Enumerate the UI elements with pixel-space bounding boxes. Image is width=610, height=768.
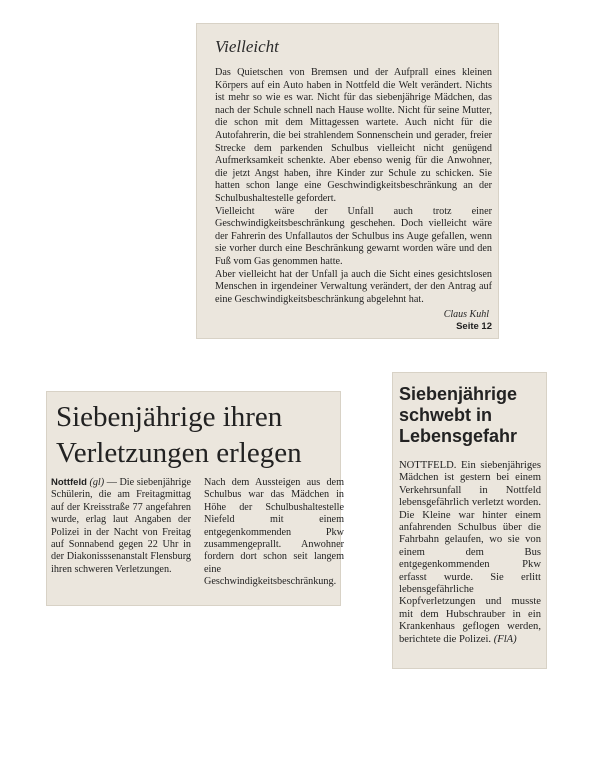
- news-credit: (FlA): [493, 633, 517, 645]
- report-column-right: [204, 477, 344, 589]
- news-text: NOTTFELD. Ein siebenjähriges Mädchen ist gestern bei einem Verkehrsunfall in Nottfeld lebensgefährlich verletzt worden. Die Kleine war hinter einem anfahrenden Schulbus über die Fahrbahn gelaufen, wo sie von einem dem Bus entgegenkommenden Pkw erfasst wurde. Sie erlitt lebensgefährliche Kopfverletzungen und musste mit dem Hubschrauber in ein Krankenhaus geflogen werden, berichtete die Polizei.: [399, 460, 541, 645]
- commentary-paragraph: Vielleicht wäre der Unfall auch trotz einer Geschwindigkeitsbeschränkung geschehen. Doch vielleicht wäre der Fahrerin des Unfallautos der Schulbus ins Auge gefallen, wenn sie vorher durch eine Beschränkung gewarnt worden wäre und den Fuß vom Gas genommen hatte.: [215, 205, 492, 267]
- report-headline: Siebenjährige ihren Verletzungen erlegen: [56, 401, 302, 469]
- commentary-body: [215, 67, 492, 306]
- commentary-paragraph: Das Quietschen von Bremsen und der Aufprall eines kleinen Körpers auf ein Auto haben in Nottfeld die Welt verändert. Nichts ist mehr so wie es war. Nicht für das siebenjährige Mädchen, das nach der Schule schnell nach Hause wollte. Nicht für seine Mutter, die schon mit dem Mittagessen wartete. Auch nicht für die Autofahrerin, die bei strahlendem Sonnenschein und gerader, freier Strecke dem parkenden Schulbus vielleicht nicht genügend Aufmerksamkeit schenkte. Aber ebenso wenig für die Anwohner, die jetzt Angst haben, ihre Kinder zur Schule zu schicken. Sie hatten schon lange eine Geschwindigkeitsbeschränkung an der Schulbushaltestelle gefordert.: [215, 67, 492, 204]
- page-reference: Seite 12: [456, 321, 492, 332]
- commentary-headline: Vielleicht: [215, 37, 279, 56]
- newspaper-clipping-commentary: [196, 23, 499, 339]
- report-column-left: [51, 477, 191, 576]
- newspaper-clipping-news: [392, 372, 547, 669]
- report-text-2: Nach dem Aussteigen aus dem Schulbus war das Mädchen in Höhe der Schulbushaltestelle Niefeld mit einem entgegenkommenden Pkw zusammengeprallt. Anwohner fordern dort schon seit langem eine Geschwindigkeitsbeschränkung.: [204, 477, 344, 588]
- newspaper-clipping-report: [46, 391, 344, 606]
- report-dateline: Nottfeld: [51, 477, 87, 488]
- news-headline: Siebenjährige schwebt in Lebensgefahr: [399, 384, 518, 446]
- report-text-1: — Die siebenjährige Schülerin, die am Freitagmittag auf der Kreisstraße 77 angefahren wurde, erlag laut Angaben der Polizei in der Nacht von Freitag auf Sonnabend gegen 22 Uhr in der Diakonisssenanstalt Flensburg ihren schweren Verletzungen.: [51, 477, 192, 575]
- news-body: [399, 460, 541, 646]
- commentary-paragraph: Aber vielleicht hat der Unfall ja auch die Sicht eines gesichtslosen Menschen in irgendeiner Verwaltung verändert, der den Antrag auf eine Geschwindigkeitsbeschränkung abgelehnt hat.: [215, 268, 492, 305]
- commentary-author: Claus Kuhl: [443, 309, 489, 320]
- report-agency: (gl): [89, 477, 105, 488]
